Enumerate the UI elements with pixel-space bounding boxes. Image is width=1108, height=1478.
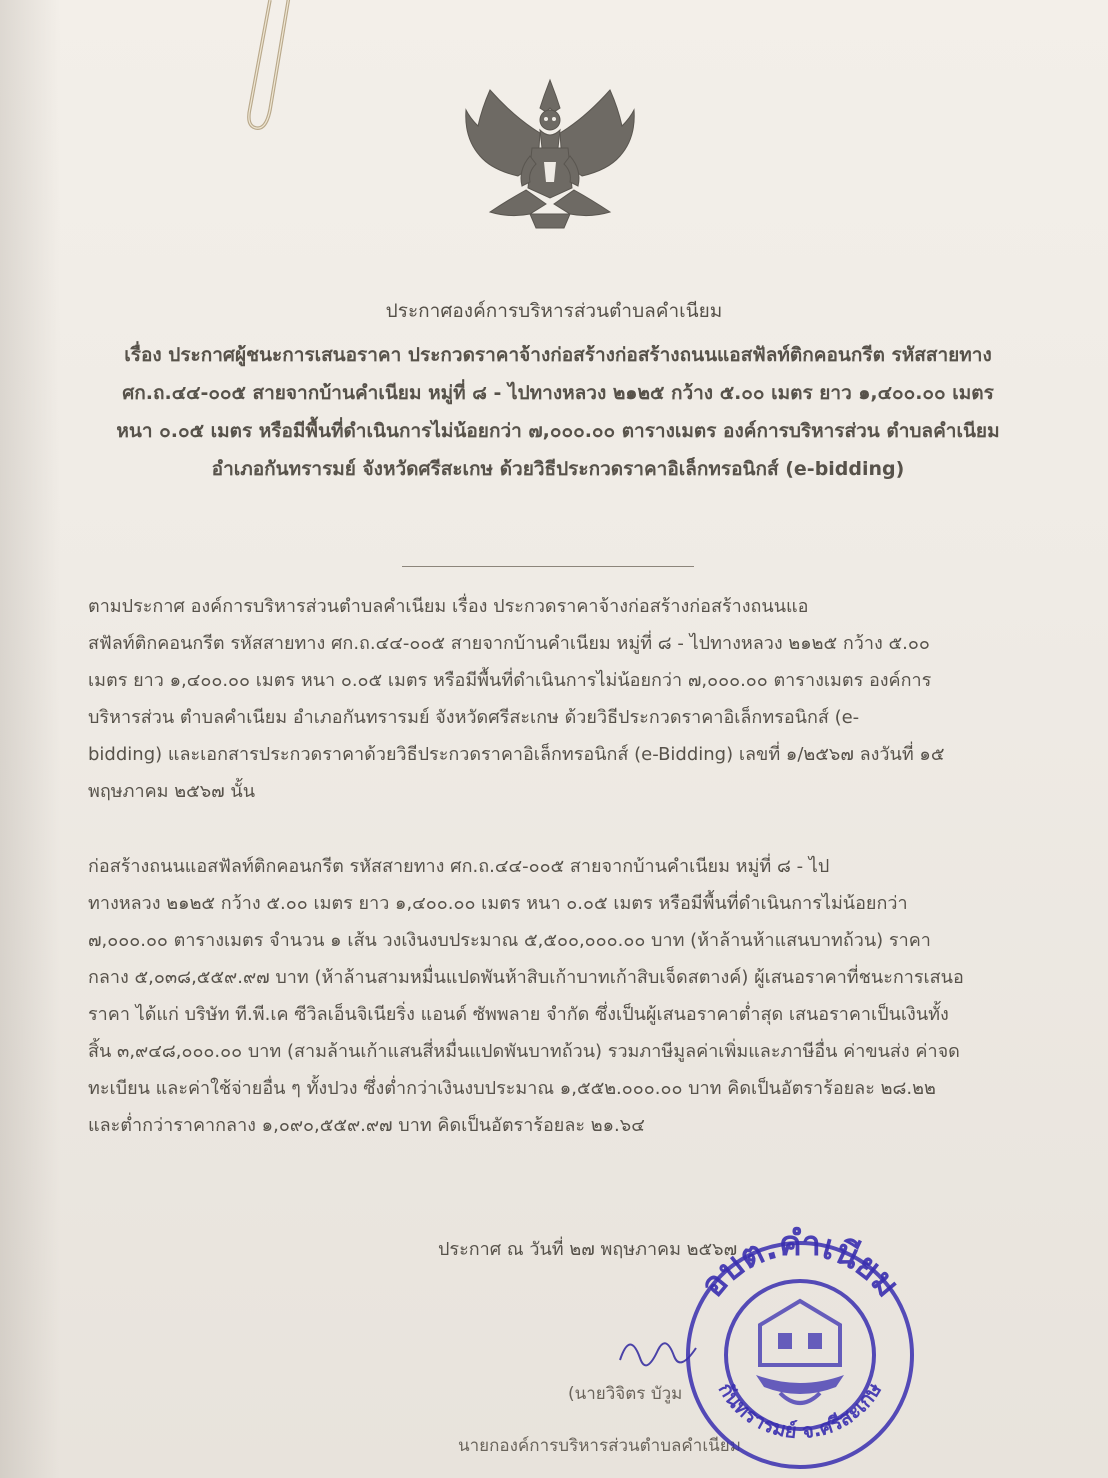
paragraph-2: ก่อสร้างถนนแอสฟัลท์ติกคอนกรีต รหัสสายทาง ศก.ถ.๔๔-๐๐๕ สายจากบ้านคำเนียม หมู่ที่ ๘ - ไป ทางหลวง ๒๑๒๕ กว้าง ๕.๐๐ เมตร ยาว ๑,๔๐๐.๐๐ เมตร หนา ๐.๐๕ เมตร หรือมีพื้นที่ดำเนินการไม่น้อยกว่า ๗,๐๐๐.๐๐ ตารางเมตร จำนวน ๑ เส้น วงเงินงบประมาณ ๕,๕๐๐,๐๐๐.๐๐ บาท (ห้าล้านห้าแสนบาทถ้วน) ราคา กลาง ๕,๐๓๘,๕๕๙.๙๗ บาท (ห้าล้านสามหมื่นแปดพันห้าสิบเก้าบาทเก้าสิบเจ็ดสตางค์) ผู้เสนอราคาที่ชนะการเสนอ ราคา ได้แก่ บริษัท ที.พี.เค ซีวิลเอ็นจิเนียริ่ง แอนด์ ซัพพลาย จำกัด ซึ่งเป็นผู้เสนอราคาต่ำสุด เสนอราคาเป็นเงินทั้ง สิ้น ๓,๙๔๘,๐๐๐.๐๐ บาท (สามล้านเก้าแสนสี่หมื่นแปดพันบาทถ้วน) รวมภาษีมูลค่าเพิ่มและภาษีอื่น ค่าขนส่ง ค่าจด ทะเบียน และค่าใช้จ่ายอื่น ๆ ทั้งปวง ซึ่งต่ำกว่าเงินงบประมาณ ๑,๕๕๒.๐๐๐.๐๐ บาท คิดเป็นอัตราร้อยละ ๒๘.๒๒ และต่ำกว่าราคากลาง ๑,๐๙๐,๕๕๙.๙๗ บาท คิดเป็นอัตราร้อยละ ๒๑.๖๔ xyxy=(88,856,964,1136)
official-stamp xyxy=(660,1215,940,1478)
divider xyxy=(402,566,694,567)
document-title: ประกาศองค์การบริหารส่วนตำบลคำเนียม xyxy=(385,300,723,322)
stamp-top-text: อบต.คำเนียม xyxy=(692,1224,908,1305)
document-subject: เรื่อง ประกาศผู้ชนะการเสนอราคา ประกวดราคาจ้างก่อสร้างก่อสร้างถนนแอสฟัลท์ติกคอนกรีต รหัสสายทาง ศก.ถ.๔๔-๐๐๕ สายจากบ้านคำเนียม หมู่ที่ ๘ - ไปทางหลวง ๒๑๒๕ กว้าง ๕.๐๐ เมตร ยาว ๑,๔๐๐.๐๐ เมตร หนา ๐.๐๕ เมตร หรือมีพื้นที่ดำเนินการไม่น้อยกว่า ๗,๐๐๐.๐๐ ตารางเมตร องค์การบริหารส่วน ตำบลคำเนียม อำเภอกันทรารมย์ จังหวัดศรีสะเกษ ด้วยวิธีประกวดราคาอิเล็กทรอนิกส์ (e-bidding) xyxy=(116,344,1000,480)
signer-name: (นายวิจิตร บัวูม xyxy=(568,1384,683,1404)
stamp-bottom-text: กันทรารมย์ จ.ศรีสะเกษ xyxy=(713,1378,887,1444)
garuda-emblem-icon xyxy=(460,78,640,233)
paragraph-1: ตามประกาศ องค์การบริหารส่วนตำบลคำเนียม เรื่อง ประกวดราคาจ้างก่อสร้างก่อสร้างถนนแอ สฟัลท์ติกคอนกรีต รหัสสายทาง ศก.ถ.๔๔-๐๐๕ สายจากบ้านคำเนียม หมู่ที่ ๘ - ไปทางหลวง ๒๑๒๕ กว้าง ๕.๐๐ เมตร ยาว ๑,๔๐๐.๐๐ เมตร หนา ๐.๐๕ เมตร หรือมีพื้นที่ดำเนินการไม่น้อยกว่า ๗,๐๐๐.๐๐ ตารางเมตร องค์การ บริหารส่วน ตำบลคำเนียม อำเภอกันทรารมย์ จังหวัดศรีสะเกษ ด้วยวิธีประกวดราคาอิเล็กทรอนิกส์ (e- bidding) และเอกสารประกวดราคาด้วยวิธีประกวดราคาอิเล็กทรอนิกส์ (e-Bidding) เลขที่ ๑/๒๕๖๗ ลงวันที่ ๑๕ พฤษภาคม ๒๕๖๗ นั้น xyxy=(88,596,945,802)
signer-title: นายกองค์การบริหารส่วนตำบลคำเนียม xyxy=(458,1436,741,1456)
announce-date: ประกาศ ณ วันที่ ๒๗ พฤษภาคม ๒๕๖๗ xyxy=(438,1239,738,1260)
paper-shadow xyxy=(0,0,60,1478)
svg-text:อบต.คำเนียม xyxy=(693,1224,908,1305)
paperclip-icon xyxy=(240,0,310,150)
